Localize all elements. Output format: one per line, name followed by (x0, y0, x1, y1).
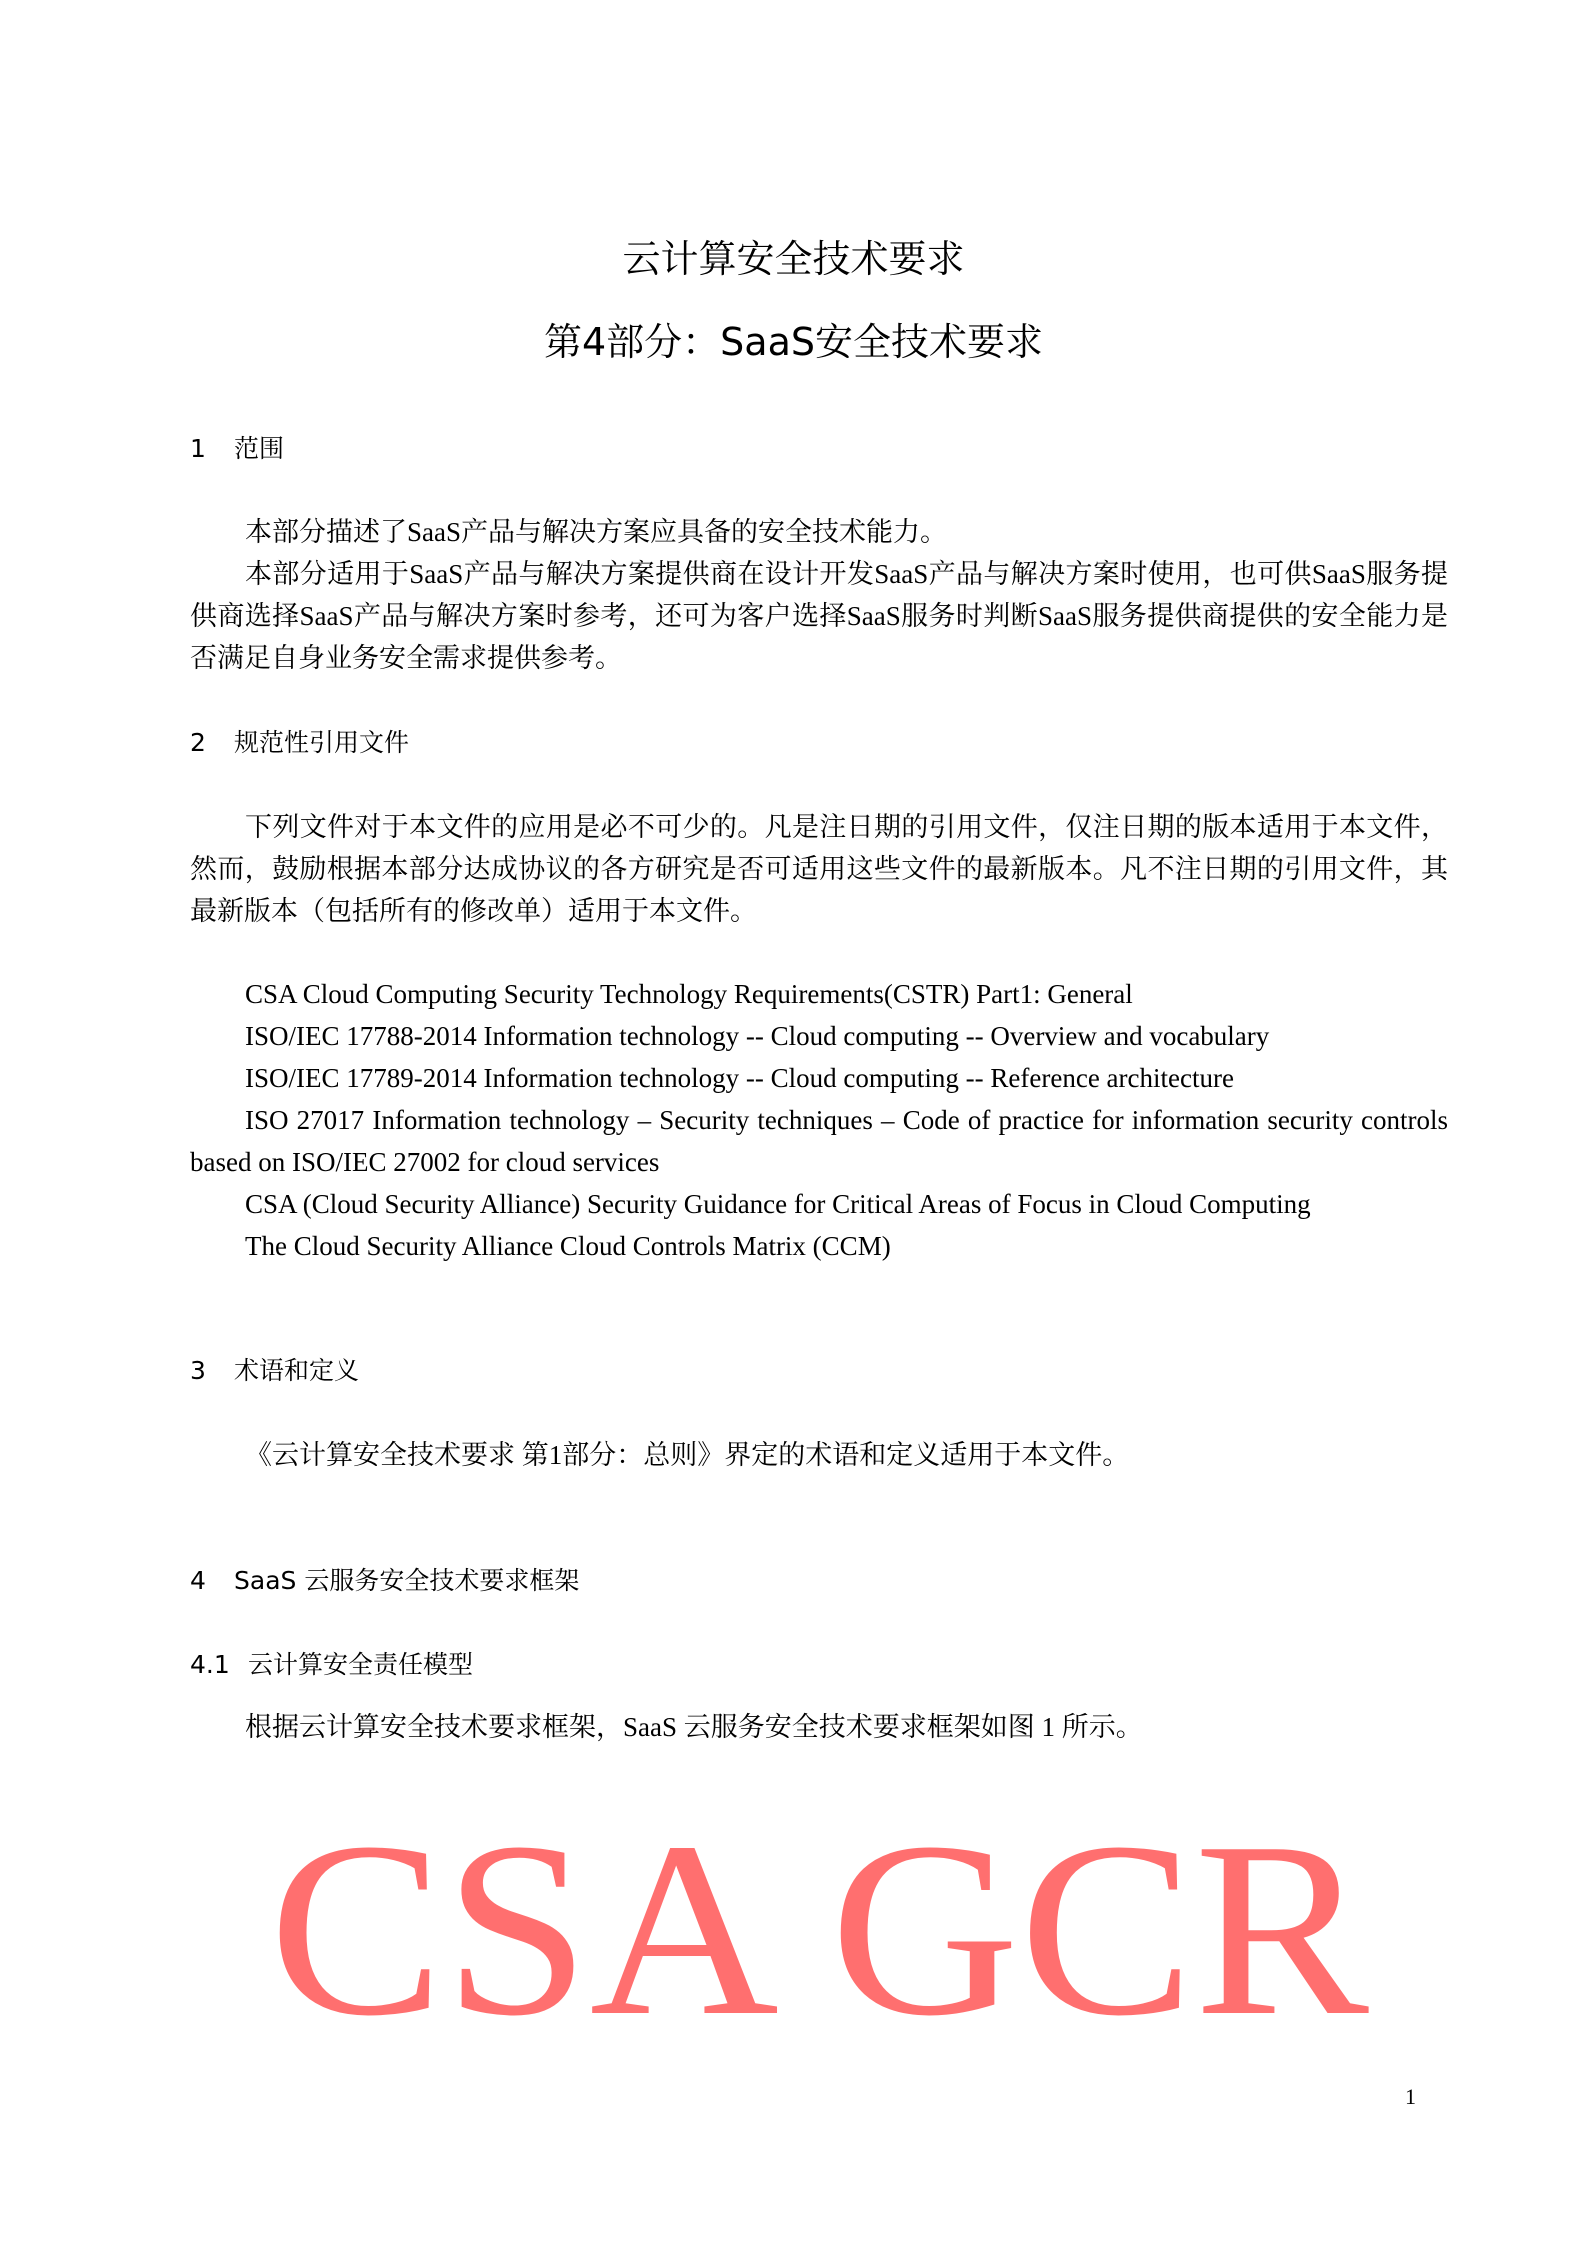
section-2-heading (190, 727, 1448, 759)
reference-list (190, 973, 1448, 1267)
section-3-heading (190, 1355, 1448, 1387)
section-4-heading (190, 1565, 1448, 1597)
document-subtitle: 第4部分：SaaS安全技术要求 (544, 320, 1043, 364)
section-number: 2 (190, 728, 206, 757)
reference-item: ISO/IEC 17789-2014 Information technology -- Cloud computing -- Reference architecture (245, 1063, 1234, 1093)
section-number: 4.1 (190, 1650, 230, 1679)
reference-item: ISO/IEC 17788-2014 Information technology -- Cloud computing -- Overview and vocabulary (245, 1021, 1270, 1051)
section-4-1-body (190, 1706, 1448, 1748)
paragraph: 本部分适用于SaaS产品与解决方案提供商在设计开发SaaS产品与解决方案时使用，也可供SaaS服务提供商选择SaaS产品与解决方案时参考，还可为客户选择SaaS服务时判断SaaS服务提供商提供的安全能力是否满足自身业务安全需求提供参考。 (190, 559, 1448, 673)
section-number: 1 (190, 434, 206, 463)
section-number: 3 (190, 1356, 206, 1385)
paragraph: 下列文件对于本文件的应用是必不可少的。凡是注日期的引用文件，仅注日期的版本适用于本文件，然而，鼓励根据本部分达成协议的各方研究是否可适用这些文件的最新版本。凡不注日期的引用文件，其最新版本（包括所有的修改单）适用于本文件。 (190, 812, 1448, 926)
section-title: 规范性引用文件 (234, 728, 410, 757)
watermark-text: CSA GCR (269, 1798, 1370, 2058)
section-title: 云计算安全责任模型 (248, 1650, 474, 1679)
page-number: 1 (1405, 2084, 1416, 2109)
document-page (190, 0, 1448, 2058)
section-1-heading (190, 433, 1448, 465)
paragraph: 《云计算安全技术要求 第1部分：总则》界定的术语和定义适用于本文件。 (245, 1440, 1130, 1470)
reference-item: ISO 27017 Information technology – Security techniques – Code of practice for information security controls based on ISO/IEC 27002 for cloud services (190, 1105, 1448, 1177)
reference-item: CSA (Cloud Security Alliance) Security Guidance for Critical Areas of Focus in Cloud Computing (245, 1189, 1311, 1219)
section-title: SaaS 云服务安全技术要求框架 (234, 1566, 580, 1595)
section-1-body (190, 511, 1448, 679)
reference-item: CSA Cloud Computing Security Technology Requirements(CSTR) Part1: General (245, 979, 1133, 1009)
section-3-body (190, 1434, 1448, 1476)
watermark (190, 1798, 1448, 2058)
reference-item: The Cloud Security Alliance Cloud Controls Matrix (CCM) (245, 1231, 891, 1261)
paragraph: 本部分描述了SaaS产品与解决方案应具备的安全技术能力。 (245, 517, 947, 547)
section-2-body (190, 806, 1448, 932)
paragraph: 根据云计算安全技术要求框架，SaaS 云服务安全技术要求框架如图 1 所示。 (245, 1712, 1143, 1742)
section-title: 范围 (234, 434, 285, 463)
section-title: 术语和定义 (234, 1356, 360, 1385)
document-title: 云计算安全技术要求 (622, 237, 965, 281)
section-4-1-heading (190, 1649, 1448, 1681)
section-number: 4 (190, 1566, 206, 1595)
